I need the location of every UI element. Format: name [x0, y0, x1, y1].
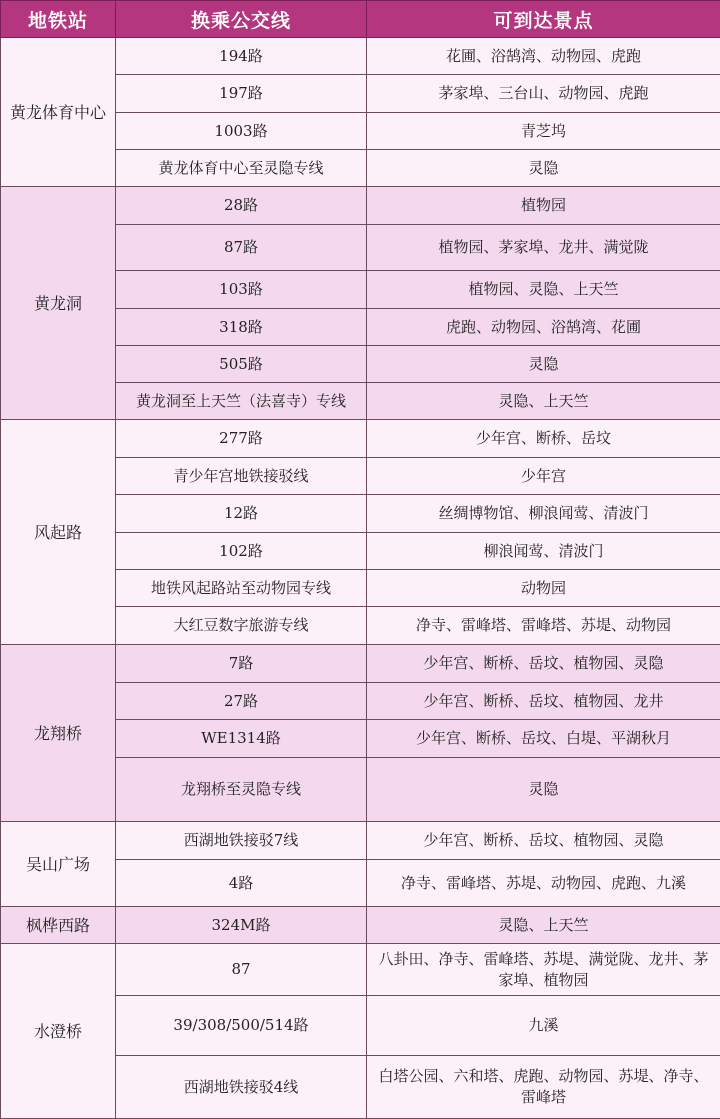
bus-line-cell: 87: [116, 944, 367, 996]
bus-line-cell: 1003路: [116, 113, 367, 150]
attractions-cell: 动物园: [367, 570, 720, 607]
attractions-cell: 少年宫、断桥、岳坟、白堤、平湖秋月: [367, 720, 720, 758]
bus-line-cell: 318路: [116, 309, 367, 346]
bus-line-cell: 地铁风起路站至动物园专线: [116, 570, 367, 607]
bus-line-cell: 103路: [116, 271, 367, 309]
table-row: [1, 907, 720, 944]
attractions-cell: 植物园: [367, 187, 720, 225]
attractions-cell: 少年宫、断桥、岳坟、植物园、灵隐: [367, 822, 720, 860]
station-cell: 黄龙体育中心: [1, 38, 116, 187]
attractions-cell: 植物园、茅家埠、龙井、满觉陇: [367, 225, 720, 271]
header-row: [1, 1, 720, 38]
attractions-cell: 少年宫: [367, 458, 720, 495]
table-row: [1, 38, 720, 75]
attractions-cell: 青芝坞: [367, 113, 720, 150]
header-attractions: 可到达景点: [367, 1, 720, 38]
bus-line-cell: 39/308/500/514路: [116, 996, 367, 1056]
bus-line-cell: 324M路: [116, 907, 367, 944]
attractions-cell: 植物园、灵隐、上天竺: [367, 271, 720, 309]
attractions-cell: 茅家埠、三台山、动物园、虎跑: [367, 75, 720, 113]
header-station: 地铁站: [1, 1, 116, 38]
bus-line-cell: 277路: [116, 420, 367, 458]
bus-line-cell: 大红豆数字旅游专线: [116, 607, 367, 645]
attractions-cell: 少年宫、断桥、岳坟: [367, 420, 720, 458]
attractions-cell: 虎跑、动物园、浴鹄湾、花圃: [367, 309, 720, 346]
attractions-cell: 净寺、雷峰塔、雷峰塔、苏堤、动物园: [367, 607, 720, 645]
bus-line-cell: 27路: [116, 683, 367, 720]
attractions-cell: 九溪: [367, 996, 720, 1056]
attractions-cell: 白塔公园、六和塔、虎跑、动物园、苏堤、净寺、雷峰塔: [367, 1056, 720, 1119]
bus-line-cell: 青少年宫地铁接驳线: [116, 458, 367, 495]
bus-line-cell: 87路: [116, 225, 367, 271]
station-cell: 龙翔桥: [1, 645, 116, 822]
bus-line-cell: 12路: [116, 495, 367, 533]
bus-line-cell: 194路: [116, 38, 367, 75]
header-bus-line: 换乘公交线: [116, 1, 367, 38]
table-row: [1, 420, 720, 458]
attractions-cell: 少年宫、断桥、岳坟、植物园、灵隐: [367, 645, 720, 683]
attractions-cell: 灵隐、上天竺: [367, 907, 720, 944]
bus-line-cell: 龙翔桥至灵隐专线: [116, 758, 367, 822]
table-body: [1, 38, 720, 1119]
bus-line-cell: WE1314路: [116, 720, 367, 758]
bus-line-cell: 4路: [116, 860, 367, 907]
attractions-cell: 八卦田、净寺、雷峰塔、苏堤、满觉陇、龙井、茅家埠、植物园: [367, 944, 720, 996]
attractions-cell: 净寺、雷峰塔、苏堤、动物园、虎跑、九溪: [367, 860, 720, 907]
attractions-cell: 灵隐、上天竺: [367, 383, 720, 420]
bus-line-cell: 西湖地铁接驳4线: [116, 1056, 367, 1119]
attractions-cell: 灵隐: [367, 758, 720, 822]
attractions-cell: 柳浪闻莺、清波门: [367, 533, 720, 570]
station-cell: 水澄桥: [1, 944, 116, 1119]
table-row: [1, 944, 720, 996]
station-cell: 吴山广场: [1, 822, 116, 907]
table-row: [1, 645, 720, 683]
station-cell: 风起路: [1, 420, 116, 645]
bus-line-cell: 197路: [116, 75, 367, 113]
bus-line-cell: 28路: [116, 187, 367, 225]
attractions-cell: 灵隐: [367, 150, 720, 187]
attractions-cell: 少年宫、断桥、岳坟、植物园、龙井: [367, 683, 720, 720]
bus-line-cell: 西湖地铁接驳7线: [116, 822, 367, 860]
bus-line-cell: 7路: [116, 645, 367, 683]
station-cell: 黄龙洞: [1, 187, 116, 420]
bus-line-cell: 黄龙洞至上天竺（法喜寺）专线: [116, 383, 367, 420]
attractions-cell: 灵隐: [367, 346, 720, 383]
bus-line-cell: 102路: [116, 533, 367, 570]
table-row: [1, 822, 720, 860]
table-row: [1, 187, 720, 225]
attractions-cell: 丝绸博物馆、柳浪闻莺、清波门: [367, 495, 720, 533]
attractions-cell: 花圃、浴鹄湾、动物园、虎跑: [367, 38, 720, 75]
station-cell: 枫桦西路: [1, 907, 116, 944]
bus-line-cell: 黄龙体育中心至灵隐专线: [116, 150, 367, 187]
bus-line-cell: 505路: [116, 346, 367, 383]
